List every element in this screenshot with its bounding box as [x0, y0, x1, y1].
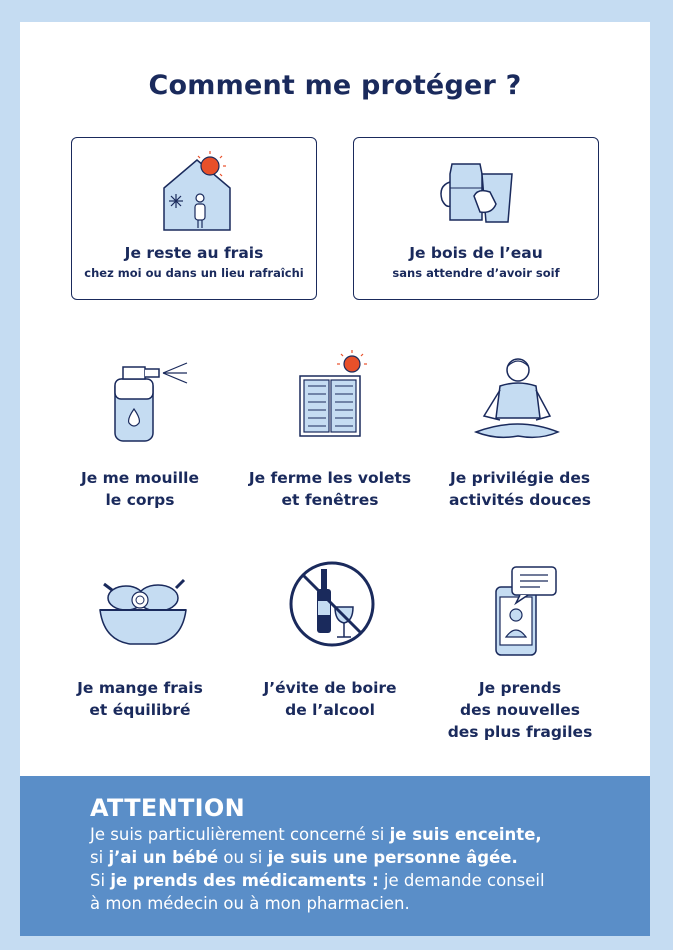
tip-main: Je reste au frais — [124, 244, 264, 262]
page-title: Comment me protéger ? — [148, 70, 522, 101]
meditating-person-icon — [470, 356, 564, 444]
tip-sub: chez moi ou dans un lieu rafraîchi — [84, 266, 304, 280]
tip-sub: sans attendre d’avoir soif — [392, 266, 560, 280]
tip-label-avoid-alcohol: J’évite de boire de l’alcool — [263, 679, 397, 719]
spray-bottle-icon — [105, 357, 195, 447]
tip-box-stay-cool — [71, 137, 317, 300]
house-sun-icon — [152, 148, 242, 233]
tip-label-wet-body: Je me mouille le corps — [80, 469, 200, 509]
poster-card — [20, 22, 650, 936]
attention-line-1: Je suis particulièrement concerné si je suis enceinte, — [90, 825, 542, 844]
tip-label-eat-fresh: Je mange frais et équilibré — [77, 679, 203, 719]
water-jug-glass-icon — [434, 152, 524, 230]
attention-text — [90, 823, 545, 915]
shutters-sun-icon — [296, 348, 376, 438]
attention-line-4: à mon médecin ou à mon pharmacien. — [90, 894, 410, 913]
tip-box-drink-water — [353, 137, 599, 300]
tip-label-gentle-activities: Je privilégie des activités douces — [448, 469, 592, 509]
tip-main: Je bois de l’eau — [409, 244, 543, 262]
food-bowl-icon — [96, 570, 190, 648]
tip-label-close-shutters: Je ferme les volets et fenêtres — [248, 469, 412, 509]
no-alcohol-icon — [287, 559, 377, 649]
tip-label-check-on-fragile: Je prends des nouvelles des plus fragiles — [447, 679, 593, 741]
attention-title: ATTENTION — [90, 794, 245, 822]
attention-line-3: Si je prends des médicaments : je demande conseil — [90, 871, 545, 890]
phone-message-icon — [490, 565, 560, 657]
attention-line-2: si j’ai un bébé ou si je suis une personne âgée. — [90, 848, 518, 867]
attention-banner — [20, 776, 650, 936]
